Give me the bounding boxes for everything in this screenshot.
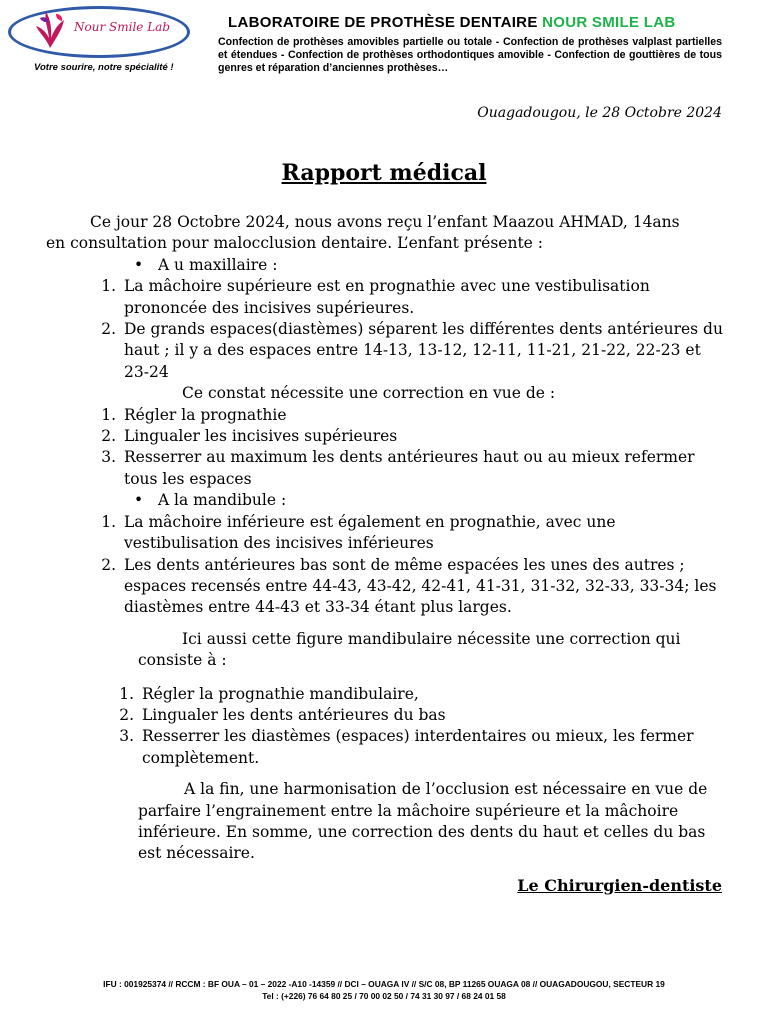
list-item-text: Les dents antérieures bas sont de même espacées les unes des autres ; espaces recensés entre 44-43, 43-42, 42-41, 41-31, 31-32, 32-33, 33-34; les diastèmes entre 44-43 et 33-34 étant plus larges. [124,555,717,617]
list-item: 1. La mâchoire supérieure est en prognathie avec une vestibulisation prononcée des incisives supérieures. [46,276,726,319]
footer [0,978,768,1002]
mandibule-corrections [46,684,726,770]
bullet-mandibule: • A la mandibule : [134,491,287,510]
page-title [0,160,768,186]
list-item-text: De grands espaces(diastèmes) séparent les différentes dents antérieures du haut ; il y a des espaces entre 14-13, 13-12, 12-11, 11-21, 21-22, 22-23 et 23-24 [124,320,723,381]
mandibule-correction-intro: Ici aussi cette figure mandibulaire nécessite une correction qui consiste à : [138,629,681,670]
list-item: 1. Régler la prognathie [46,405,726,426]
lab-title-brand: NOUR SMILE LAB [542,14,676,31]
list-item: 2. De grands espaces(diastèmes) séparent les différentes dents antérieures du haut ; il y a des espaces entre 14-13, 13-12, 12-11, 11-21, 21-22, 22-23 et 23-24 [46,319,726,383]
report-body [46,212,726,865]
lab-title [228,14,675,31]
signature-line: Le Chirurgien-dentiste [517,876,722,895]
list-item: 3. Resserrer au maximum les dents antérieures haut ou au mieux refermer tous les espaces [46,447,726,490]
list-item: 2. Lingualer les dents antérieures du bas [46,705,726,726]
bullet-maxillaire: • A u maxillaire : [134,255,278,274]
report-date: Ouagadougou, le 28 Octobre 2024 [477,105,722,121]
list-item: 1. Régler la prognathie mandibulaire, [46,684,726,705]
lab-subtitle: Confection de prothèses amovibles partielle ou totale - Confection de prothèses valplast partielles et étendues - Confection de prothèses orthodontiques amovible - Confection de gouttières de tous genres et réparation d’anciennes prothèses… [218,36,722,74]
list-item-text: La mâchoire supérieure est en prognathie avec une vestibulisation prononcée des incisives supérieures. [124,277,650,317]
list-item-text: La mâchoire inférieure est également en prognathie, avec une vestibulisation des incisives inférieures [124,512,616,553]
footer-line-2: Tel : (+226) 76 64 80 25 / 70 00 02 50 / 74 31 30 97 / 68 24 01 58 [262,991,506,1001]
list-item-text: Régler la prognathie [124,405,287,424]
list-item: 2. Lingualer les incisives supérieures [46,426,726,447]
maxillaire-heading: A u maxillaire : [157,255,278,274]
list-item: 3. Resserrer les diastèmes (espaces) interdentaires ou mieux, les fermer complètement. [46,726,726,769]
list-item-text: Resserrer au maximum les dents antérieures haut ou au mieux refermer tous les espaces [124,448,695,488]
conclusion: A la fin, une harmonisation de l’occlusion est nécessaire en vue de parfaire l’engrainement entre la mâchoire supérieure et la mâchoire inférieure. En somme, une correction des dents du haut et celles du bas est nécessaire. [138,780,708,863]
page-title-text: Rapport médical [281,160,487,186]
intro-line-2: en consultation pour malocclusion dentaire. L’enfant présente : [46,234,544,253]
logo-tagline: Votre sourire, notre spécialité ! [34,62,174,73]
intro-line-1: Ce jour 28 Octobre 2024, nous avons reçu l’enfant Maazou AHMAD, 14ans [90,213,680,231]
flower-icon [32,8,68,52]
list-item-text: Lingualer les incisives supérieures [124,427,398,446]
logo-text: Nour Smile Lab [74,20,170,34]
list-item-text: Régler la prognathie mandibulaire, [142,684,419,703]
list-item-text: Resserrer les diastèmes (espaces) interdentaires ou mieux, les fermer complètement. [142,727,694,767]
footer-line-1: IFU : 001925374 // RCCM : BF OUA – 01 – 2022 -A10 -14359 // DCI – OUAGA IV // S/C 08, BP 11265 OUAGA 08 // OUAGADOUGOU, SECTEUR 19 [103,979,665,989]
lab-logo [6,4,192,74]
list-item: 2. Les dents antérieures bas sont de même espacées les unes des autres ; espaces recensés entre 44-43, 43-42, 42-41, 41-31, 31-32, 32-33, 33-34; les diastèmes entre 44-43 et 33-34 étant plus larges. [46,555,726,619]
list-item: 1. La mâchoire inférieure est également en prognathie, avec une vestibulisation des incisives inférieures [46,512,726,555]
maxillaire-correction-intro: Ce constat nécessite une correction en vue de : [182,384,556,403]
mandibule-heading: A la mandibule : [157,491,287,510]
list-item-text: Lingualer les dents antérieures du bas [142,705,446,724]
lab-title-prefix: LABORATOIRE DE PROTHÈSE DENTAIRE [228,14,543,31]
